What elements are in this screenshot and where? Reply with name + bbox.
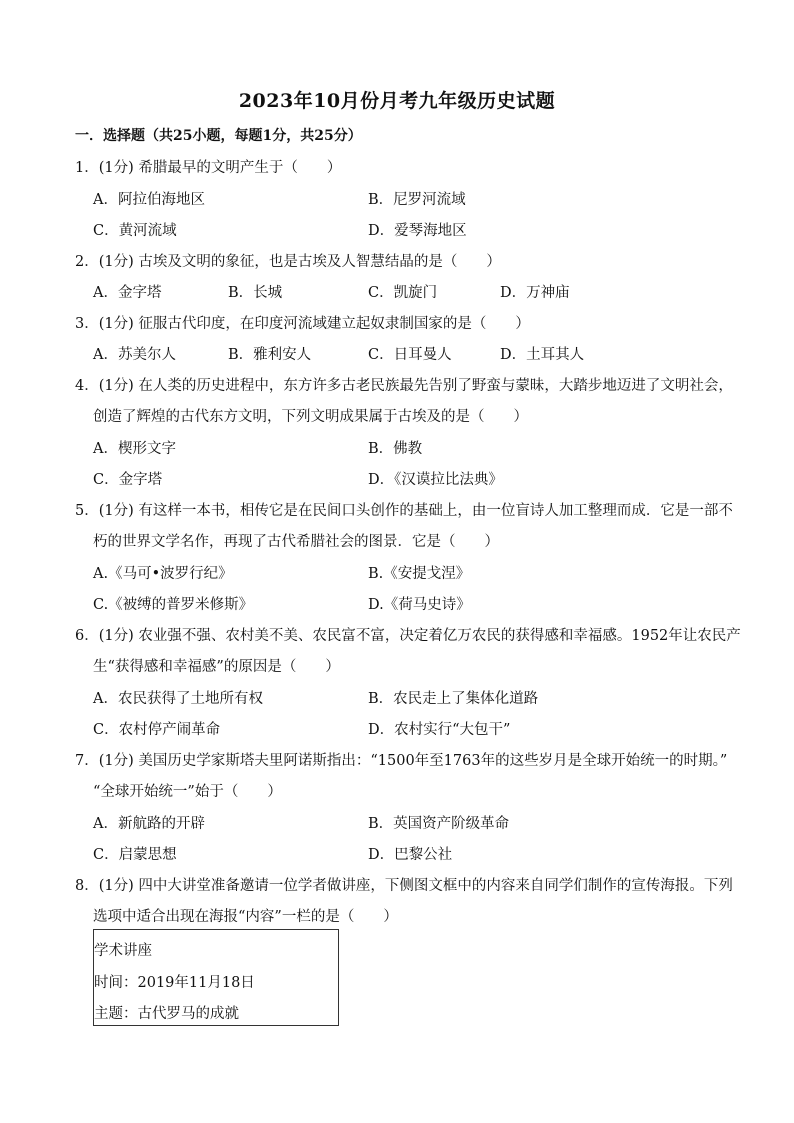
- question-7-option-c: C．启蒙思想: [93, 847, 177, 863]
- poster-box: [93, 929, 339, 1026]
- question-3-option-a: A．苏美尔人: [93, 347, 176, 363]
- question-1-option-b: B．尼罗河流域: [368, 192, 466, 208]
- question-1-option-c: C．黄河流域: [93, 223, 177, 239]
- question-1-stem: 1．(1分) 希腊最早的文明产生于（ ）: [75, 160, 342, 176]
- question-3-option-c: C．日耳曼人: [368, 347, 452, 363]
- question-4-stem-cont: 创造了辉煌的古代东方文明，下列文明成果属于古埃及的是（ ）: [93, 409, 528, 425]
- poster-heading: 学术讲座: [94, 943, 152, 959]
- section-heading: 一．选择题（共25小题，每题1分，共25分）: [75, 128, 362, 144]
- question-8-stem-cont: 选项中适合出现在海报“内容”一栏的是（ ）: [93, 909, 398, 925]
- question-5-option-a: A.《马可•波罗行纪》: [93, 566, 233, 582]
- question-6-stem-cont: 生“获得感和幸福感”的原因是（ ）: [93, 659, 340, 675]
- question-7-option-d: D．巴黎公社: [368, 847, 453, 863]
- question-6-option-b: B．农民走上了集体化道路: [368, 691, 539, 707]
- poster-time: 时间：2019年11月18日: [94, 975, 255, 991]
- question-6-option-a: A．农民获得了土地所有权: [93, 691, 263, 707]
- question-2-option-b: B．长城: [228, 285, 283, 301]
- question-3-option-b: B．雅利安人: [228, 347, 312, 363]
- question-1-option-d: D．爱琴海地区: [368, 223, 467, 239]
- question-7-stem-cont: “全球开始统一”始于（ ）: [93, 784, 282, 800]
- question-5-option-c: C.《被缚的普罗米修斯》: [93, 597, 254, 613]
- question-6-option-d: D．农村实行“大包干”: [368, 722, 511, 738]
- question-5-stem: 5．(1分) 有这样一本书，相传它是在民间口头创作的基础上，由一位盲诗人加工整理而成．它是一部不: [75, 503, 733, 519]
- question-6-stem: 6．(1分) 农业强不强、农村美不美、农民富不富，决定着亿万农民的获得感和幸福感。1952年让农民产: [75, 628, 741, 644]
- question-7-option-a: A．新航路的开辟: [93, 816, 205, 832]
- question-7-option-b: B．英国资产阶级革命: [368, 816, 510, 832]
- question-4-option-b: B．佛教: [368, 441, 423, 457]
- question-4-stem: 4．(1分) 在人类的历史进程中，东方许多古老民族最先告别了野蛮与蒙昧，大踏步地迈进了文明社会，: [75, 378, 733, 394]
- question-5-option-d: D.《荷马史诗》: [368, 597, 471, 613]
- question-6-option-c: C．农村停产闹革命: [93, 722, 221, 738]
- question-3-option-d: D．土耳其人: [500, 347, 585, 363]
- question-2-option-a: A．金字塔: [93, 285, 162, 301]
- question-7-stem: 7．(1分) 美国历史学家斯塔夫里阿诺斯指出：“1500年至1763年的这些岁月是全球开始统一的时期。”: [75, 753, 728, 769]
- question-4-option-a: A．楔形文字: [93, 441, 176, 457]
- question-8-stem: 8．(1分) 四中大讲堂准备邀请一位学者做讲座，下侧图文框中的内容来自同学们制作的宣传海报。下列: [75, 878, 733, 894]
- question-4-option-d: D．《汉谟拉比法典》: [368, 472, 503, 488]
- page-title: 2023年10月份月考九年级历史试题: [238, 90, 556, 112]
- question-2-option-c: C．凯旋门: [368, 285, 438, 301]
- poster-topic: 主题：古代罗马的成就: [94, 1006, 239, 1022]
- question-2-stem: 2．(1分) 古埃及文明的象征，也是古埃及人智慧结晶的是（ ）: [75, 254, 501, 270]
- question-3-stem: 3．(1分) 征服古代印度，在印度河流域建立起奴隶制国家的是（ ）: [75, 316, 530, 332]
- question-5-option-b: B.《安提戈涅》: [368, 566, 471, 582]
- question-5-stem-cont: 朽的世界文学名作，再现了古代希腊社会的图景．它是（ ）: [93, 534, 499, 550]
- question-2-option-d: D．万神庙: [500, 285, 570, 301]
- question-4-option-c: C．金字塔: [93, 472, 163, 488]
- question-1-option-a: A．阿拉伯海地区: [93, 192, 205, 208]
